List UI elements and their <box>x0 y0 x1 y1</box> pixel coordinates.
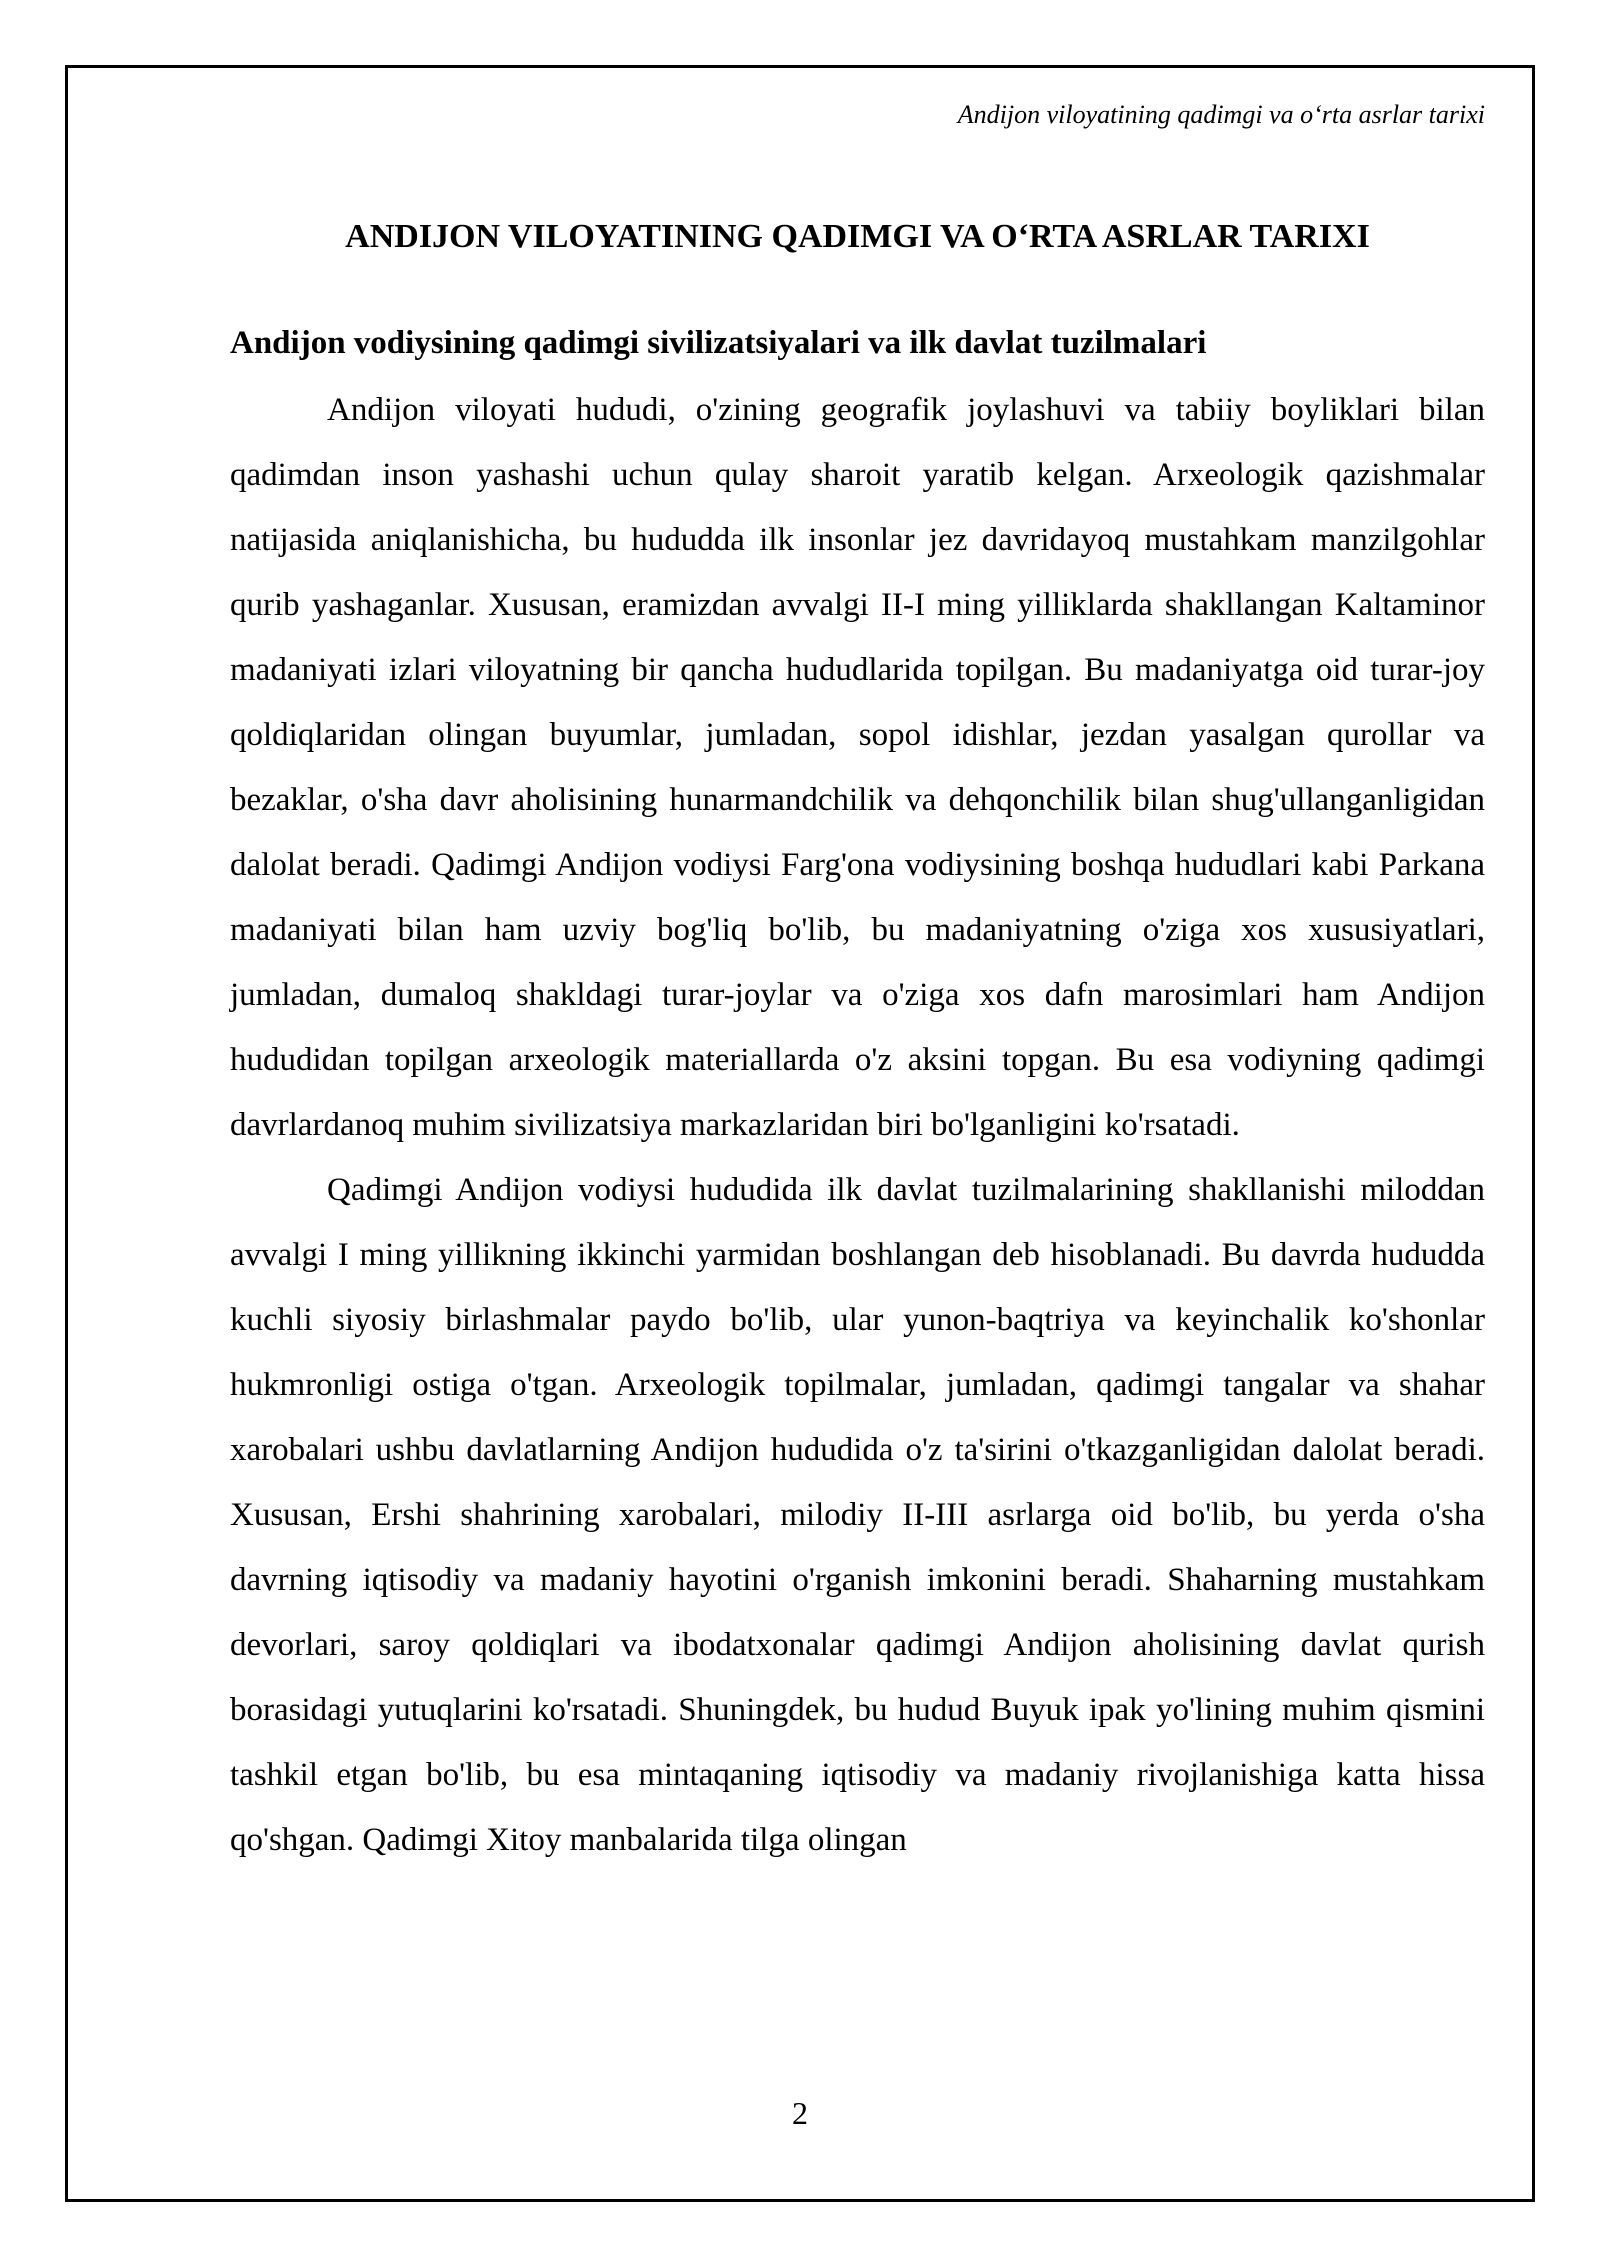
page-frame <box>65 65 1535 2202</box>
page-number: 2 <box>792 2095 808 2131</box>
document-body <box>230 216 1485 1873</box>
section-heading: Andijon vodiysining qadimgi sivilizatsiyalari va ilk davlat tuzilmalari <box>230 325 1207 361</box>
body-paragraph-1: Andijon viloyati hududi, o'zining geografik joylashuvi va tabiiy boyliklari bilan qadimdan inson yashashi uchun qulay sharoit yaratib kelgan. Arxeologik qazishmalar natijasida aniqlanishicha, bu hududda ilk insonlar jez davridayoq mustahkam manzilgohlar qurib yashaganlar. Xususan, eramizdan avvalgi II-I ming yilliklarda shakllangan Kaltaminor madaniyati izlari viloyatning bir qancha hududlarida topilgan. Bu madaniyatga oid turar-joy qoldiqlaridan olingan buyumlar, jumladan, sopol idishlar, jezdan yasalgan qurollar va bezaklar, o'sha davr aholisining hunarmandchilik va dehqonchilik bilan shug'ullanganligidan dalolat beradi. Qadimgi Andijon vodiysi Farg'ona vodiysining boshqa hududlari kabi Parkana madaniyati bilan ham uzviy bog'liq bo'lib, bu madaniyatning o'ziga xos xususiyatlari, jumladan, dumaloq shakldagi turar-joylar va o'ziga xos dafn marosimlari ham Andijon hududidan topilgan arxeologik materiallarda o'z aksini topgan. Bu esa vodiyning qadimgi davrlardanoq muhim sivilizatsiya markazlaridan biri bo'lganligini ko'rsatadi. <box>230 392 1485 1143</box>
document-title: ANDIJON VILOYATINING QADIMGI VA O‘RTA ASRLAR TARIXI <box>345 218 1370 255</box>
running-header: Andijon viloyatining qadimgi va o‘rta asrlar tarixi <box>957 100 1485 129</box>
body-paragraph-2: Qadimgi Andijon vodiysi hududida ilk davlat tuzilmalarining shakllanishi miloddan avvalgi I ming yillikning ikkinchi yarmidan boshlangan deb hisoblanadi. Bu davrda hududda kuchli siyosiy birlashmalar paydo bo'lib, ular yunon-baqtriya va keyinchalik ko'shonlar hukmronligi ostiga o'tgan. Arxeologik topilmalar, jumladan, qadimgi tangalar va shahar xarobalari ushbu davlatlarning Andijon hududida o'z ta'sirini o'tkazganligidan dalolat beradi. Xususan, Ershi shahrining xarobalari, milodiy II-III asrlarga oid bo'lib, bu yerda o'sha davrning iqtisodiy va madaniy hayotini o'rganish imkonini beradi. Shaharning mustahkam devorlari, saroy qoldiqlari va ibodatxonalar qadimgi Andijon aholisining davlat qurish borasidagi yutuqlarini ko'rsatadi. Shuningdek, bu hudud Buyuk ipak yo'lining muhim qismini tashkil etgan bo'lib, bu esa mintaqaning iqtisodiy va madaniy rivojlanishiga katta hissa qo'shgan. Qadimgi Xitoy manbalarida tilga olingan <box>230 1172 1485 1858</box>
